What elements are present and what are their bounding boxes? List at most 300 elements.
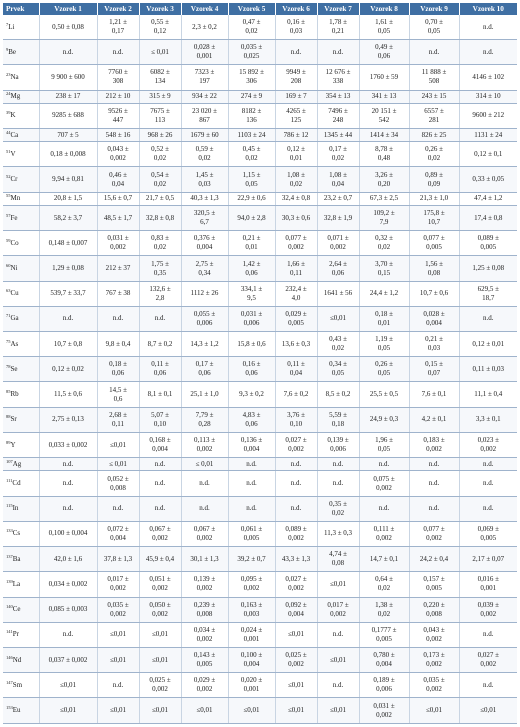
isotope-mass: 140 [6,604,13,610]
value-cell: 0,26 ± 0,05 [359,357,409,382]
value-cell: 0,027 ± 0,002 [275,432,317,457]
element-cell [3,382,39,407]
isotope-mass: 59 [6,237,11,243]
element-cell [3,698,39,724]
value-cell: 0,376 ± 0,004 [181,231,228,256]
table-row [3,205,517,230]
value-cell: 1103 ± 24 [228,128,275,141]
value-cell: 8,1 ± 0,1 [139,382,181,407]
value-cell: n.d. [97,496,139,521]
element-cell [3,407,39,432]
value-cell: 0,89 ± 0,09 [409,167,459,192]
value-cell: 0,071 ± 0,002 [317,231,359,256]
element-symbol: Na [10,72,19,81]
isotope-mass: 107 [6,458,13,464]
element-symbol: Sr [10,415,17,424]
value-cell: n.d. [39,471,97,496]
value-cell: 0,17 ± 0,06 [181,357,228,382]
value-cell: 1,75 ± 0,35 [139,256,181,281]
isotope-mass: 52 [6,174,11,180]
table-row [3,458,517,471]
element-symbol: In [12,504,19,513]
value-cell: 0,12 ± 0,01 [459,332,517,357]
value-cell: 1,08 ± 0,02 [275,167,317,192]
value-cell: 0,43 ± 0,02 [317,332,359,357]
element-symbol: La [12,579,21,588]
element-cell [3,103,39,128]
element-cell [3,622,39,647]
value-cell: n.d. [139,471,181,496]
header-cell: Vzorek 10 [459,3,517,15]
value-cell: ≤0,01 [275,622,317,647]
element-cell [3,256,39,281]
isotope-mass: 147 [6,679,13,685]
value-cell: ≤0,01 [459,698,517,724]
value-cell: 15 892 ± 306 [228,65,275,90]
value-cell: 3,3 ± 0,1 [459,407,517,432]
isotope-mass: 141 [6,629,13,635]
isotope-mass: 9 [6,46,9,52]
isotope-mass: 146 [6,654,13,660]
value-cell: 1345 ± 44 [317,128,359,141]
value-cell: 0,089 ± 0,002 [275,521,317,546]
value-cell: 4146 ± 102 [459,65,517,90]
value-cell: n.d. [39,496,97,521]
element-symbol: Se [10,364,18,373]
table-row [3,407,517,432]
value-cell: n.d. [317,622,359,647]
value-cell: 707 ± 5 [39,128,97,141]
value-cell: 0,45 ± 0,02 [228,142,275,167]
isotope-mass: 137 [6,553,13,559]
value-cell: 0,780 ± 0,004 [359,647,409,672]
value-cell: 0,11 ± 0,04 [275,357,317,382]
value-cell: 0,035 ± 0,002 [97,597,139,622]
value-cell: 8182 ± 136 [228,103,275,128]
value-cell: n.d. [459,673,517,698]
header-cell: Vzorek 2 [97,3,139,15]
value-cell: ≤0,01 [275,673,317,698]
element-symbol: Ca [10,130,19,139]
element-cell [3,90,39,103]
value-cell: 0,49 ± 0,06 [359,40,409,65]
value-cell: 243 ± 15 [409,90,459,103]
value-cell: 3,26 ± 0,20 [359,167,409,192]
value-cell: 786 ± 12 [275,128,317,141]
value-cell: 314 ± 10 [459,90,517,103]
value-cell: n.d. [459,496,517,521]
isotope-mass: 115 [6,503,13,509]
value-cell: 13,6 ± 0,3 [275,332,317,357]
value-cell: ≤0,01 [275,698,317,724]
value-cell: ≤0,01 [139,622,181,647]
table-row [3,167,517,192]
value-cell: n.d. [275,458,317,471]
value-cell: 0,050 ± 0,002 [139,597,181,622]
value-cell: 1,25 ± 0,08 [459,256,517,281]
isotope-mass: 55 [6,193,11,199]
value-cell: n.d. [459,40,517,65]
value-cell: 4,2 ± 0,1 [409,407,459,432]
value-cell: 7675 ± 113 [139,103,181,128]
value-cell: n.d. [39,458,97,471]
value-cell: 4,83 ± 0,06 [228,407,275,432]
value-cell: n.d. [39,40,97,65]
value-cell: n.d. [317,40,359,65]
value-cell: 1,38 ± 0,02 [359,597,409,622]
value-cell: 30,3 ± 0,6 [275,205,317,230]
value-cell: 94,0 ± 2,8 [228,205,275,230]
value-cell: 1414 ± 34 [359,128,409,141]
value-cell: 0,143 ± 0,005 [181,647,228,672]
value-cell: 0,020 ± 0,001 [228,673,275,698]
value-cell: 24,2 ± 0,4 [409,547,459,572]
value-cell: 0,113 ± 0,002 [181,432,228,457]
value-cell: 1,29 ± 0,08 [39,256,97,281]
value-cell: 0,173 ± 0,002 [409,647,459,672]
value-cell: n.d. [317,673,359,698]
value-cell: 0,11 ± 0,06 [139,357,181,382]
value-cell: 0,21 ± 0,01 [228,231,275,256]
value-cell: 8,7 ± 0,2 [139,332,181,357]
isotope-mass: 111 [6,478,13,484]
element-cell [3,332,39,357]
value-cell: 0,21 ± 0,03 [409,332,459,357]
value-cell: 32,4 ± 0,8 [275,192,317,205]
value-cell: 7760 ± 308 [97,65,139,90]
table-row [3,521,517,546]
value-cell: 25,1 ± 1,0 [181,382,228,407]
value-cell: 0,183 ± 0,002 [409,432,459,457]
value-cell: 10,7 ± 0,8 [39,332,97,357]
value-cell: 9,3 ± 0,2 [228,382,275,407]
table-row [3,698,517,724]
value-cell: 0,34 ± 0,05 [317,357,359,382]
value-cell: ≤0,01 [317,698,359,724]
value-cell: 2,75 ± 0,13 [39,407,97,432]
element-symbol: Cs [12,529,21,538]
value-cell: n.d. [409,40,459,65]
element-cell [3,40,39,65]
value-cell: 0,067 ± 0,002 [139,521,181,546]
value-cell: 0,16 ± 0,06 [228,357,275,382]
value-cell: ≤ 0,01 [97,458,139,471]
value-cell: ≤0,01 [317,647,359,672]
isotope-mass: 60 [6,263,11,268]
value-cell: ≤0,01 [97,698,139,724]
header-cell: Vzorek 4 [181,3,228,15]
value-cell: 968 ± 26 [139,128,181,141]
value-cell: 0,051 ± 0,002 [139,572,181,597]
value-cell: 315 ± 9 [139,90,181,103]
isotope-mass: 88 [6,414,11,420]
value-cell: 109,2 ± 7,9 [359,205,409,230]
element-cell [3,192,39,205]
value-cell: 354 ± 13 [317,90,359,103]
value-cell: n.d. [409,471,459,496]
value-cell: ≤0,01 [409,698,459,724]
table-row [3,306,517,331]
element-cell [3,65,39,90]
value-cell: 0,46 ± 0,04 [97,167,139,192]
value-cell: 1,56 ± 0,08 [409,256,459,281]
value-cell: ≤0,01 [317,306,359,331]
element-cell [3,572,39,597]
value-cell: 17,4 ± 0,8 [459,205,517,230]
table-row [3,90,517,103]
value-cell: 0,163 ± 0,003 [228,597,275,622]
value-cell: 1,66 ± 0,11 [275,256,317,281]
value-cell: 11 888 ± 508 [409,65,459,90]
table-row [3,103,517,128]
value-cell: 0,029 ± 0,002 [181,673,228,698]
value-cell: 0,11 ± 0,03 [459,357,517,382]
value-cell: 0,023 ± 0,002 [459,432,517,457]
value-cell: 32,8 ± 0,8 [139,205,181,230]
value-cell: n.d. [181,471,228,496]
value-cell: 0,12 ± 0,02 [39,357,97,382]
value-cell: 3,70 ± 0,15 [359,256,409,281]
isotope-mass: 78 [6,363,11,369]
isotope-mass: 71 [6,313,11,319]
value-cell: 1112 ± 26 [181,281,228,306]
element-cell [3,496,39,521]
value-cell: 1,78 ± 0,21 [317,15,359,40]
value-cell: 1679 ± 60 [181,128,228,141]
value-cell: 0,17 ± 0,02 [317,142,359,167]
value-cell: n.d. [228,496,275,521]
table-row [3,15,517,40]
value-cell: 0,157 ± 0,005 [409,572,459,597]
value-cell: 0,111 ± 0,002 [359,521,409,546]
isotope-mass: 44 [6,129,11,135]
value-cell: 0,59 ± 0,02 [181,142,228,167]
table-row [3,142,517,167]
value-cell: 10,7 ± 0,6 [409,281,459,306]
value-cell: 0,072 ± 0,004 [97,521,139,546]
element-symbol: V [10,149,16,158]
value-cell: 32,8 ± 1,9 [317,205,359,230]
isotope-mass: 85 [6,389,11,395]
value-cell: 0,029 ± 0,005 [275,306,317,331]
element-symbol: Y [10,440,16,449]
value-cell: 48,5 ± 1,7 [97,205,139,230]
value-cell: ≤0,01 [228,698,275,724]
value-cell: 132,6 ± 2,8 [139,281,181,306]
value-cell: 2,17 ± 0,07 [459,547,517,572]
element-cell [3,357,39,382]
element-symbol: Li [8,22,15,31]
value-cell: 169 ± 7 [275,90,317,103]
value-cell: n.d. [317,471,359,496]
table-header [3,3,517,15]
value-cell: 58,2 ± 3,7 [39,205,97,230]
value-cell: 0,095 ± 0,002 [228,572,275,597]
header-cell: Vzorek 7 [317,3,359,15]
value-cell: 6082 ± 134 [139,65,181,90]
value-cell: n.d. [459,15,517,40]
value-cell: 39,2 ± 0,7 [228,547,275,572]
value-cell: n.d. [139,458,181,471]
table-row [3,40,517,65]
header-cell: Vzorek 1 [39,3,97,15]
element-concentration-table [3,3,517,724]
value-cell: 934 ± 22 [181,90,228,103]
element-symbol: Nd [12,655,22,664]
value-cell: 7323 ± 197 [181,65,228,90]
value-cell: n.d. [228,458,275,471]
element-symbol: Eu [12,706,21,715]
value-cell: 0,027 ± 0,002 [275,572,317,597]
value-cell: 539,7 ± 33,7 [39,281,97,306]
value-cell: 0,1777 ± 0,005 [359,622,409,647]
value-cell: 4265 ± 125 [275,103,317,128]
value-cell: 767 ± 38 [97,281,139,306]
value-cell: 1641 ± 56 [317,281,359,306]
value-cell: n.d. [359,496,409,521]
isotope-mass: 39 [6,110,11,116]
table-row [3,496,517,521]
element-cell [3,432,39,457]
value-cell: 320,5 ± 6,7 [181,205,228,230]
value-cell: 0,47 ± 0,02 [228,15,275,40]
value-cell: 0,077 ± 0,005 [409,231,459,256]
value-cell: 0,017 ± 0,002 [317,597,359,622]
value-cell: 0,075 ± 0,002 [359,471,409,496]
isotope-mass: 89 [6,439,11,445]
isotope-mass: 23 [6,71,11,77]
value-cell: 0,035 ± 0,002 [409,673,459,698]
table-row [3,128,517,141]
value-cell: 9,8 ± 0,4 [97,332,139,357]
table-row [3,332,517,357]
value-cell: 0,100 ± 0,004 [39,521,97,546]
value-cell: 0,16 ± 0,03 [275,15,317,40]
element-cell [3,281,39,306]
element-cell [3,673,39,698]
table-row [3,471,517,496]
element-cell [3,647,39,672]
element-cell [3,458,39,471]
value-cell: 2,3 ± 0,2 [181,15,228,40]
value-cell: 24,9 ± 0,3 [359,407,409,432]
value-cell: n.d. [97,673,139,698]
value-cell: 11,5 ± 0,6 [39,382,97,407]
header-cell: Prvek [3,3,39,15]
value-cell: 0,028 ± 0,001 [181,40,228,65]
value-cell: 0,033 ± 0,002 [39,432,97,457]
value-cell: 0,031 ± 0,002 [97,231,139,256]
header-cell: Vzorek 8 [359,3,409,15]
value-cell: 9 900 ± 600 [39,65,97,90]
element-symbol: Rb [10,390,19,399]
value-cell: n.d. [459,622,517,647]
value-cell: 0,18 ± 0,008 [39,142,97,167]
value-cell: n.d. [409,496,459,521]
value-cell: n.d. [359,458,409,471]
value-cell: n.d. [275,496,317,521]
value-cell: n.d. [139,496,181,521]
value-cell: 7,6 ± 0,1 [409,382,459,407]
value-cell: 23,2 ± 0,7 [317,192,359,205]
value-cell: n.d. [459,471,517,496]
table-row [3,432,517,457]
value-cell: 0,12 ± 0,01 [275,142,317,167]
value-cell: 6557 ± 281 [409,103,459,128]
value-cell: 0,18 ± 0,06 [97,357,139,382]
value-cell: n.d. [97,40,139,65]
header-cell: Vzorek 6 [275,3,317,15]
value-cell: 0,052 ± 0,008 [97,471,139,496]
value-cell: 0,239 ± 0,008 [181,597,228,622]
value-cell: ≤0,01 [139,698,181,724]
element-cell [3,128,39,141]
value-cell: 0,024 ± 0,001 [228,622,275,647]
value-cell: 7,6 ± 0,2 [275,382,317,407]
value-cell: n.d. [181,496,228,521]
isotope-mass: 63 [6,288,11,294]
value-cell: ≤ 0,01 [181,458,228,471]
value-cell: 0,031 ± 0,002 [359,698,409,724]
value-cell: 0,52 ± 0,02 [139,142,181,167]
table-row [3,192,517,205]
element-cell [3,547,39,572]
value-cell: 0,148 ± 0,007 [39,231,97,256]
value-cell: ≤0,01 [317,572,359,597]
value-cell: 9526 ± 447 [97,103,139,128]
value-cell: 0,067 ± 0,002 [181,521,228,546]
value-cell: 21,3 ± 1,0 [409,192,459,205]
value-cell: 0,031 ± 0,006 [228,306,275,331]
value-cell: 0,017 ± 0,002 [97,572,139,597]
value-cell: 0,077 ± 0,002 [275,231,317,256]
value-cell: 7496 ± 248 [317,103,359,128]
value-cell: 0,016 ± 0,001 [459,572,517,597]
value-cell: 2,75 ± 0,34 [181,256,228,281]
value-cell: 2,68 ± 0,11 [97,407,139,432]
value-cell: 0,139 ± 0,006 [317,432,359,457]
value-cell: 0,12 ± 0,1 [459,142,517,167]
value-cell: n.d. [39,622,97,647]
value-cell: n.d. [139,306,181,331]
value-cell: 0,035 ± 0,025 [228,40,275,65]
table-row [3,597,517,622]
value-cell: 0,136 ± 0,004 [228,432,275,457]
value-cell: 9,94 ± 0,81 [39,167,97,192]
table-body [3,15,517,724]
element-symbol: Mn [10,194,21,203]
value-cell: 0,034 ± 0,002 [39,572,97,597]
table-row [3,382,517,407]
value-cell: 0,33 ± 0,05 [459,167,517,192]
value-cell: 1,61 ± 0,05 [359,15,409,40]
table-row [3,231,517,256]
value-cell: 14,7 ± 0,1 [359,547,409,572]
value-cell: 826 ± 25 [409,128,459,141]
value-cell: 67,3 ± 2,5 [359,192,409,205]
value-cell: 0,70 ± 0,05 [409,15,459,40]
value-cell: 0,025 ± 0,002 [139,673,181,698]
value-cell: 47,4 ± 1,2 [459,192,517,205]
value-cell: ≤0,01 [139,647,181,672]
value-cell: 2,64 ± 0,06 [317,256,359,281]
value-cell: 0,35 ± 0,02 [317,496,359,521]
value-cell: 0,027 ± 0,002 [459,647,517,672]
value-cell: 0,26 ± 0,02 [409,142,459,167]
value-cell: 0,043 ± 0,002 [409,622,459,647]
value-cell: 11,3 ± 0,3 [317,521,359,546]
table-row [3,547,517,572]
